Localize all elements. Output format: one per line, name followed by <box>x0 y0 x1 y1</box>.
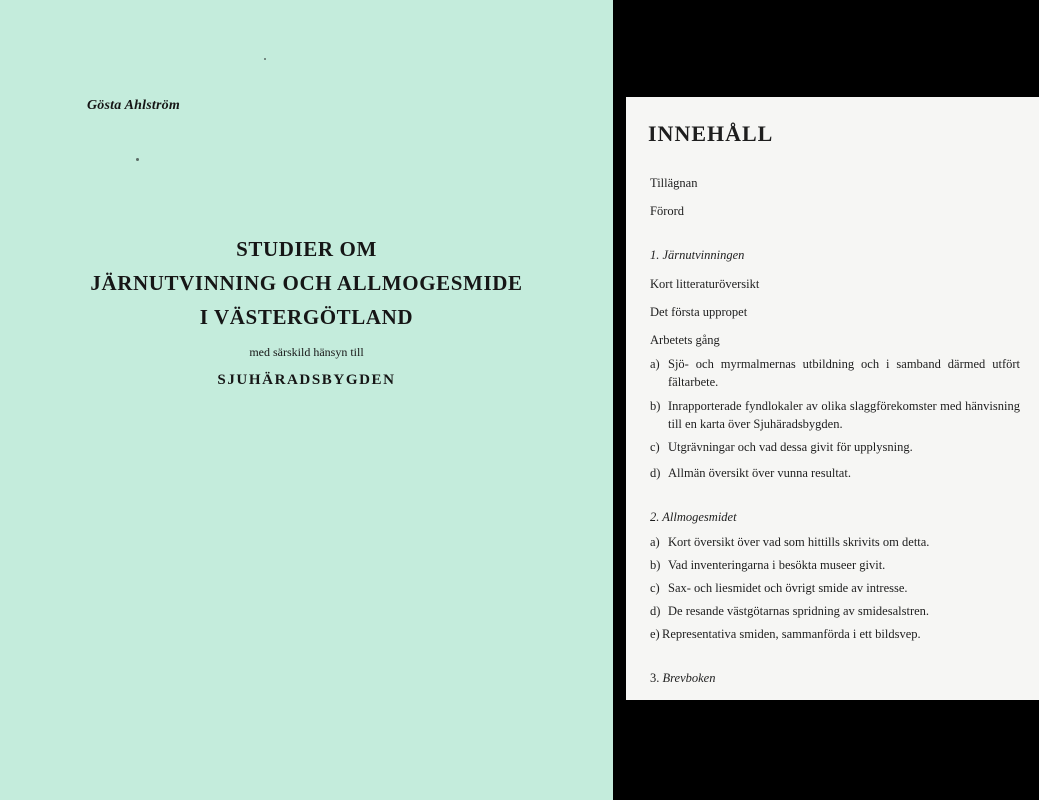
contents-entry-first-call: Det första uppropet <box>650 305 748 319</box>
item-text: De resande västgötarnas spridning av smidesalstren. <box>668 604 930 618</box>
cover-region: SJUHÄRADSBYGDEN <box>217 372 396 388</box>
cover-title-line: JÄRNUTVINNING OCH ALLMOGESMIDE <box>90 271 523 295</box>
section-1-title: 1. Järnutvinningen <box>650 248 745 262</box>
section-2-item-b <box>650 556 1020 574</box>
cover-speck <box>264 58 266 60</box>
contents-entry-foreword: Förord <box>650 204 685 218</box>
item-marker: c) <box>650 440 660 454</box>
item-text: Sax- och liesmidet och övrigt smide av intresse. <box>668 581 908 595</box>
item-text: Inrapporterade fyndlokaler av olika slaggförekomster med hänvisning till en karta över Sjuhäradsbygden. <box>668 399 1020 431</box>
item-marker: a) <box>650 535 660 549</box>
item-text: Representativa smiden, sammanförda i ett bildsvep. <box>662 627 921 641</box>
section-2-item-c <box>650 579 1020 597</box>
contents-entry-dedication: Tillägnan <box>650 176 698 190</box>
section-2-item-a <box>650 533 1020 551</box>
item-marker: d) <box>650 604 661 618</box>
item-text: Vad inventeringarna i besökta museer givit. <box>668 558 886 572</box>
cover-author: Gösta Ahlström <box>87 98 180 113</box>
cover-title-line: I VÄSTERGÖTLAND <box>199 305 414 329</box>
section-3-name: Brevboken <box>662 671 716 685</box>
section-2-title: 2. Allmogesmidet <box>650 510 737 524</box>
section-1-item-c <box>650 438 1020 456</box>
item-text: Sjö- och myrmalmernas utbildning och i samband därmed utfört fältarbete. <box>668 357 1020 389</box>
contents-entry-literature: Kort litteraturöversikt <box>650 277 760 291</box>
item-marker: e) <box>650 627 660 641</box>
section-2-item-e <box>650 625 1020 643</box>
section-3-title <box>650 671 715 686</box>
section-1-item-b <box>650 397 1020 433</box>
item-marker: a) <box>650 357 660 371</box>
cover-subtitle: med särskild hänsyn till <box>249 345 364 359</box>
cover-speck <box>136 158 139 161</box>
contents-entry-work-process: Arbetets gång <box>650 333 720 347</box>
item-marker: b) <box>650 558 661 572</box>
cover-title-line: STUDIER OM <box>236 237 377 261</box>
item-text: Utgrävningar och vad dessa givit för upplysning. <box>668 440 913 454</box>
section-3-number: 3. <box>650 671 660 685</box>
contents-page <box>626 97 1039 700</box>
item-text: Allmän översikt över vunna resultat. <box>668 466 851 480</box>
item-marker: c) <box>650 581 660 595</box>
section-2-item-d <box>650 602 1020 620</box>
item-marker: b) <box>650 399 661 413</box>
section-1-item-a <box>650 355 1020 391</box>
item-marker: d) <box>650 466 661 480</box>
contents-heading: INNEHÅLL <box>648 121 774 146</box>
cover-title <box>0 232 613 334</box>
item-text: Kort översikt över vad som hittills skrivits om detta. <box>668 535 930 549</box>
section-1-item-d <box>650 464 1020 482</box>
